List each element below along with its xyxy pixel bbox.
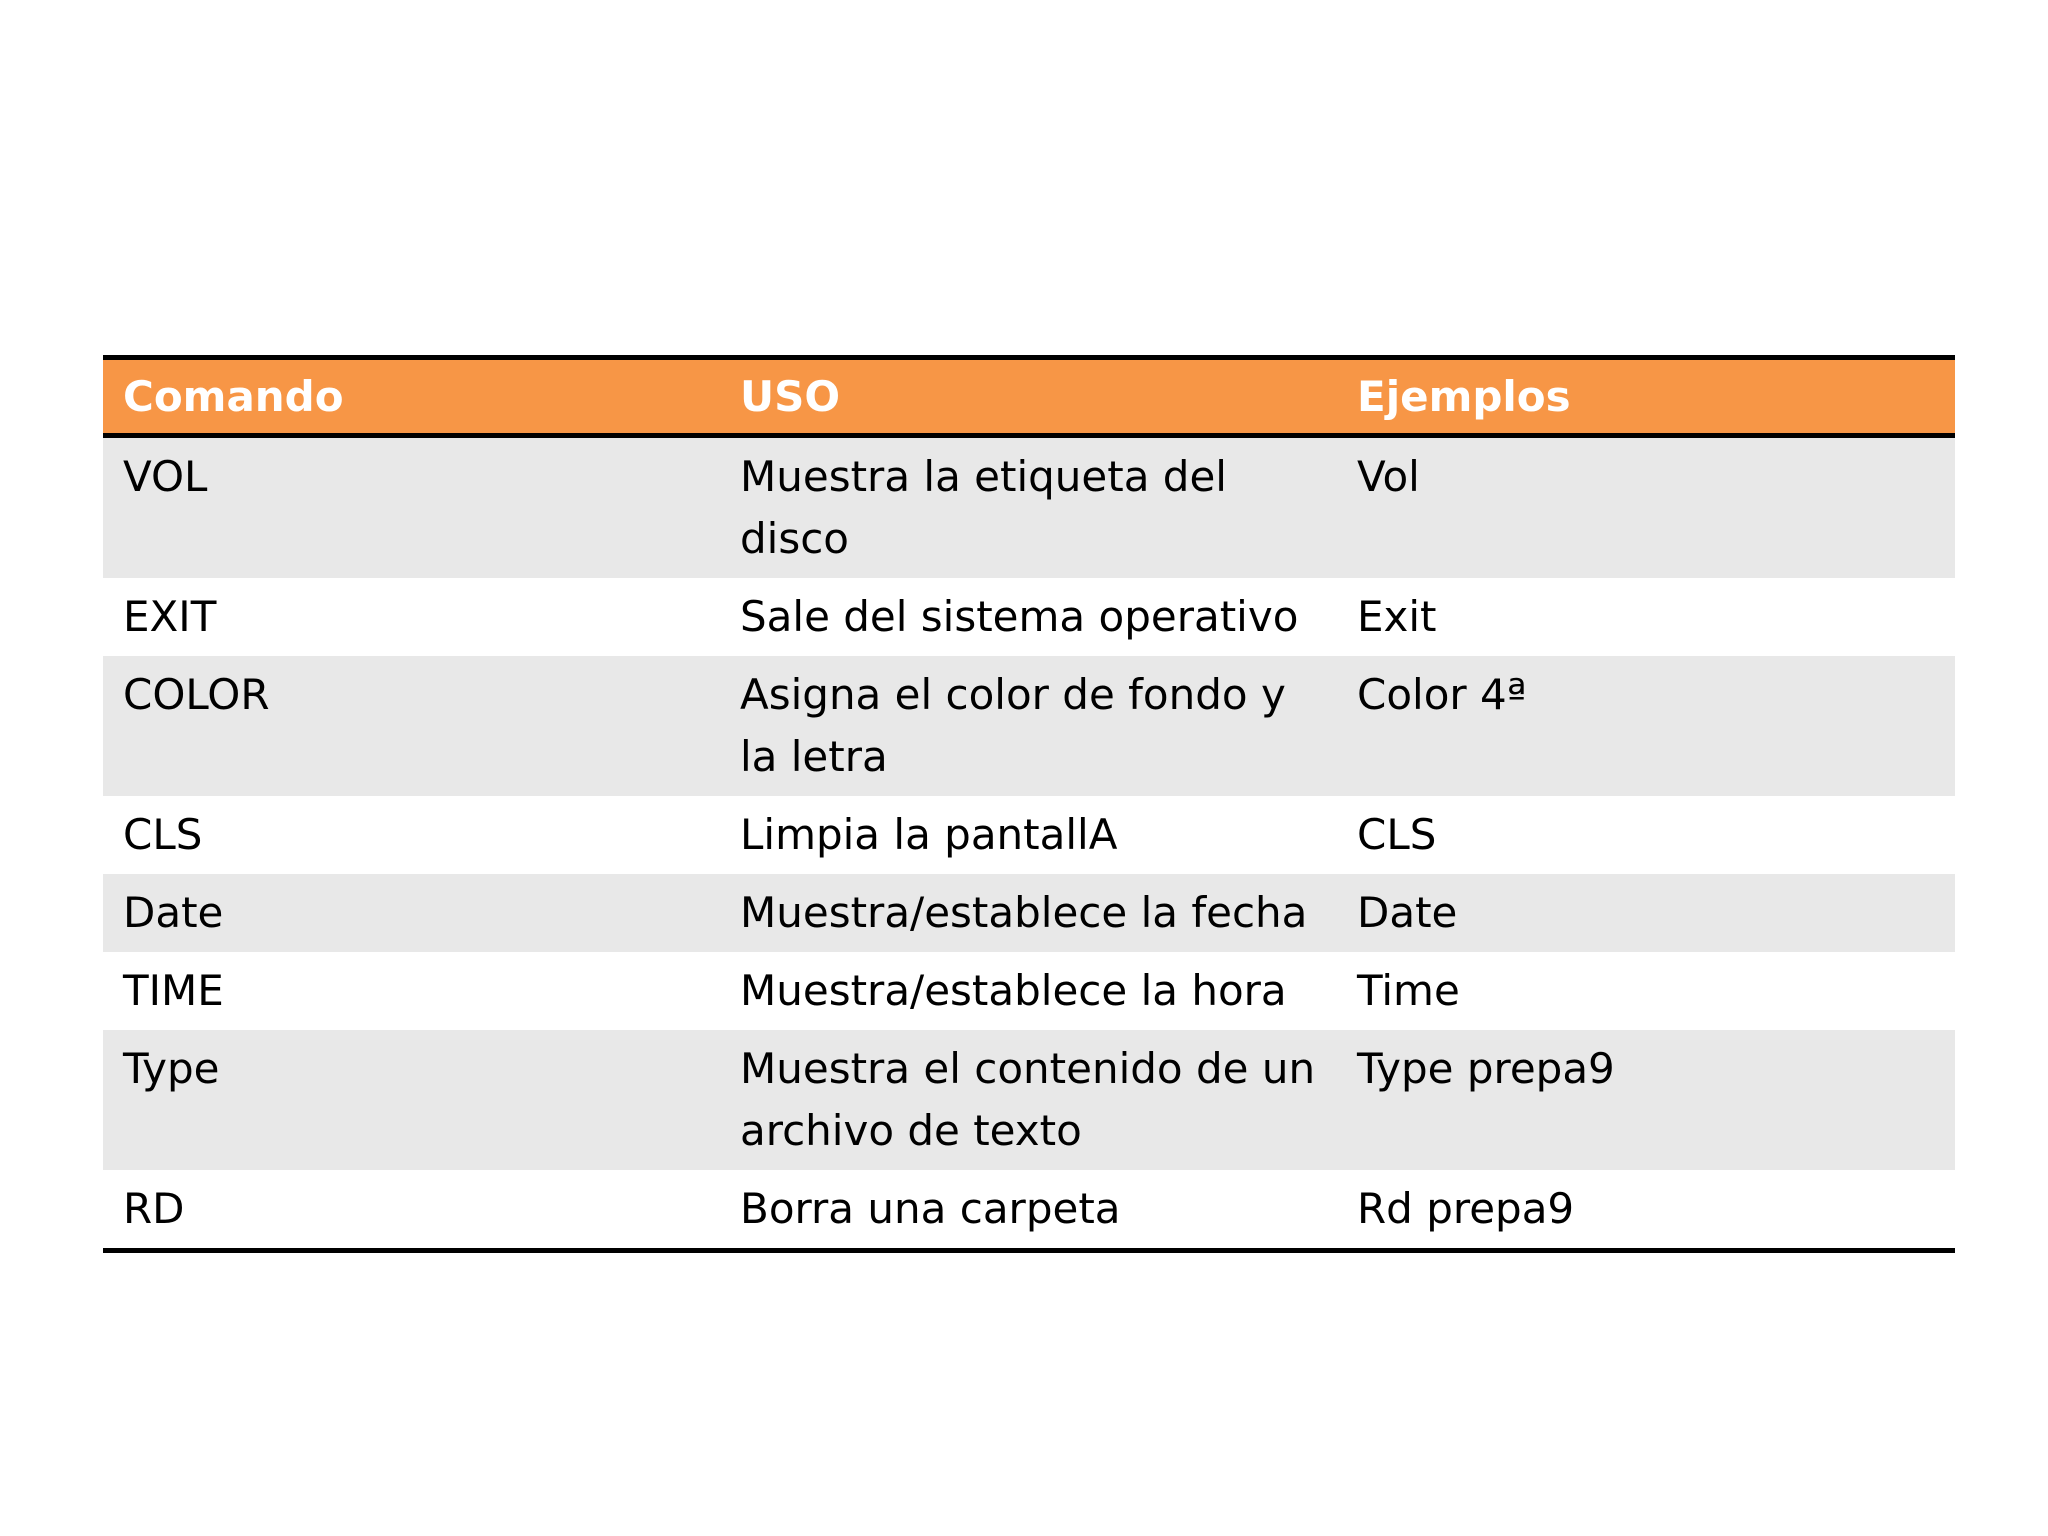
commands-table <box>103 355 1955 1253</box>
cell-ejemplo: Exit <box>1337 578 1955 656</box>
cell-uso: Muestra el contenido de un archivo de texto <box>720 1030 1337 1170</box>
cell-comando: VOL <box>103 436 720 579</box>
cell-comando: Type <box>103 1030 720 1170</box>
table-header <box>103 358 1955 436</box>
table-row <box>103 436 1955 579</box>
cell-comando: RD <box>103 1170 720 1251</box>
cell-comando: TIME <box>103 952 720 1030</box>
cell-uso: Muestra/establece la hora <box>720 952 1337 1030</box>
header-uso: USO <box>720 358 1337 436</box>
cell-ejemplo: Time <box>1337 952 1955 1030</box>
cell-comando: COLOR <box>103 656 720 796</box>
cell-ejemplo: Rd prepa9 <box>1337 1170 1955 1251</box>
cell-comando: Date <box>103 874 720 952</box>
table-row <box>103 578 1955 656</box>
cell-uso: Borra una carpeta <box>720 1170 1337 1251</box>
cell-uso: Sale del sistema operativo <box>720 578 1337 656</box>
table-body <box>103 436 1955 1251</box>
cell-ejemplo: Date <box>1337 874 1955 952</box>
header-row <box>103 358 1955 436</box>
table-row <box>103 796 1955 874</box>
cell-uso: Muestra/establece la fecha <box>720 874 1337 952</box>
table-row <box>103 656 1955 796</box>
cell-uso: Limpia la pantallA <box>720 796 1337 874</box>
table-row <box>103 1030 1955 1170</box>
cell-ejemplo: CLS <box>1337 796 1955 874</box>
header-ejemplos: Ejemplos <box>1337 358 1955 436</box>
table-row <box>103 952 1955 1030</box>
cell-comando: CLS <box>103 796 720 874</box>
table-row <box>103 874 1955 952</box>
cell-uso: Muestra la etiqueta del disco <box>720 436 1337 579</box>
header-comando: Comando <box>103 358 720 436</box>
cell-ejemplo: Type prepa9 <box>1337 1030 1955 1170</box>
cell-comando: EXIT <box>103 578 720 656</box>
table-row <box>103 1170 1955 1251</box>
cell-ejemplo: Vol <box>1337 436 1955 579</box>
cell-uso: Asigna el color de fondo y la letra <box>720 656 1337 796</box>
cell-ejemplo: Color 4ª <box>1337 656 1955 796</box>
